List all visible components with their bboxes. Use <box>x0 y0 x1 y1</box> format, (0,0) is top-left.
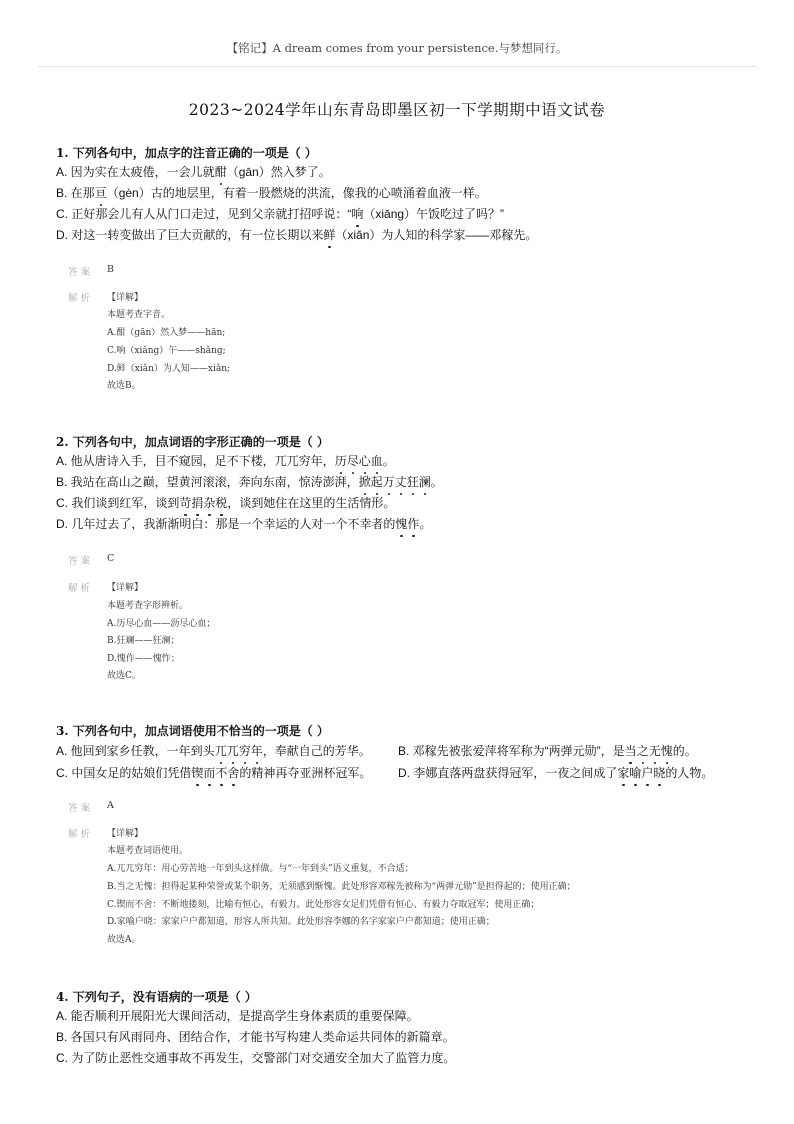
dotted-char: 澜 <box>418 475 431 489</box>
dotted-char: 丈 <box>394 475 407 489</box>
dotted-char: 掀 <box>358 475 371 489</box>
option-text: ，谈到她住在这里的生活情形。 <box>227 496 396 510</box>
header-divider <box>38 66 756 67</box>
explain-line: D.愧作——愧怍； <box>107 654 180 664</box>
question-4-stem: 4. 下列句子，没有语病的一项是（ ） <box>56 990 257 1004</box>
question-3-answer: A <box>107 800 114 811</box>
question-2-option-d <box>56 516 431 532</box>
dotted-char: 无 <box>648 744 661 758</box>
dotted-char: 响 <box>351 207 364 221</box>
header-motto: 【铭记】A dream comes from your persistence.与梦想同行。 <box>226 41 568 55</box>
dotted-char: 年 <box>250 744 263 758</box>
option-text: （gèn）古的地层里，有着一股燃烧的洪流，像我的心喷涌着血液一样。 <box>106 186 487 200</box>
dotted-word <box>335 454 383 468</box>
dotted-char: 穷 <box>238 744 251 758</box>
option-text: （xiǎn）为人知的科学家——邓稼先。 <box>335 228 538 242</box>
explain-line: 本题考查词语使用。 <box>107 846 189 856</box>
dotted-char: 作 <box>407 517 420 531</box>
dotted-word <box>395 517 419 531</box>
question-1-option-d <box>56 227 537 243</box>
option-text: A. 他从唐诗入手，目不窥园，足不下楼，兀兀穷年， <box>56 454 335 468</box>
question-1-answer: B <box>107 264 114 275</box>
dotted-char: 不 <box>215 766 228 780</box>
question-4-option-a: A. 能否顺利开展阳光大课间活动，是提高学生身体素质的重要保障。 <box>56 1009 419 1023</box>
explain-line: A.酣（gān）然入梦——hān; <box>107 328 226 338</box>
explain-line: 故选A。 <box>107 935 141 945</box>
explain-line: B.狂斓——狂澜； <box>107 636 180 646</box>
explain-line: 本题考查字音。 <box>107 310 171 320</box>
option-text: B. 邓稼先被张爱萍将军称为“两弹元勋”，是 <box>398 744 625 758</box>
dotted-word <box>359 475 431 489</box>
question-2-answer: C <box>107 553 115 564</box>
option-text: ，奉献自己的芳华。 <box>262 744 371 758</box>
dotted-char: 税 <box>215 496 228 510</box>
dotted-char: 喻 <box>629 766 642 780</box>
option-text: C. 中国女足的姑娘们凭借 <box>56 766 192 780</box>
option-text: 。 <box>419 517 432 531</box>
dotted-word <box>617 766 665 780</box>
option-text: 的精神再夺亚洲杯冠军。 <box>239 766 372 780</box>
explain-label: 解析 <box>68 583 94 594</box>
option-text: B. 在那 <box>56 186 95 200</box>
question-3-option-c <box>56 765 371 781</box>
question-3-option-b <box>398 743 697 759</box>
question-3-option-d <box>398 765 713 781</box>
option-text: A. 因为实在太疲倦，一会儿就 <box>56 165 215 179</box>
dotted-char: 历 <box>334 454 347 468</box>
dotted-char: 家 <box>617 766 630 780</box>
option-text: A. 他回到家乡任教，一年到头 <box>56 744 215 758</box>
dotted-char: 当 <box>624 744 637 758</box>
option-text: 的人物。 <box>665 766 714 780</box>
explain-line: 本题考查字形辨析。 <box>107 601 189 611</box>
dotted-char: 亘 <box>94 186 107 200</box>
dotted-word <box>625 744 673 758</box>
question-3-stem: 3. 下列各句中，加点词语使用不恰当的一项是（ ） <box>56 724 329 738</box>
dotted-char: 酣 <box>214 165 227 179</box>
dotted-char: 杂 <box>203 496 216 510</box>
option-text: D. 李娜直落两盘获得冠军，一夜之间成了 <box>398 766 618 780</box>
dotted-word <box>191 766 239 780</box>
dotted-char: 捐 <box>191 496 204 510</box>
dotted-char: 户 <box>641 766 654 780</box>
explain-label: 解析 <box>68 293 94 304</box>
explain-line: 【详解】 <box>107 293 144 303</box>
dotted-char: 之 <box>636 744 649 758</box>
explain-line: A.历尽心血——沥尽心血； <box>107 619 216 629</box>
explain-line: C.响（xiǎng）午——shǎng; <box>107 346 226 356</box>
option-text: 。 <box>382 454 395 468</box>
dotted-char: 血 <box>370 454 383 468</box>
answer-label: 答案 <box>68 803 94 814</box>
explain-line: 故选C。 <box>107 671 141 681</box>
dotted-char: 愧 <box>660 744 673 758</box>
answer-label: 答案 <box>68 267 94 278</box>
explain-line: B.当之无愧：担得起某种荣誉或某个职务，无须感到惭愧。此处形容邓稼先被称为“两弹元勋”是担得起的；使用正确； <box>107 882 576 892</box>
explain-line: D.鲜（xiǎn）为人知——xiǎn; <box>107 364 231 374</box>
question-2-stem: 2. 下列各句中，加点词语的字形正确的一项是（ ） <box>56 435 329 449</box>
explain-line: 【详解】 <box>107 583 144 593</box>
answer-label: 答案 <box>68 556 94 567</box>
explain-label: 解析 <box>68 829 94 840</box>
dotted-char: 万 <box>382 475 395 489</box>
dotted-char: 起 <box>370 475 383 489</box>
option-text: （xiǎng）午饭吃过了吗？” <box>363 207 505 221</box>
explain-line: A.兀兀穷年：用心劳苦地一年到头这样做。与“一年到头”语义重复，不合适； <box>107 864 414 874</box>
question-1-option-b <box>56 185 487 201</box>
dotted-char: 锲 <box>191 766 204 780</box>
question-1-option-a <box>56 164 331 180</box>
dotted-char: 而 <box>203 766 216 780</box>
dotted-char: 愧 <box>395 517 408 531</box>
option-text: C. 我们谈到红军，谈到 <box>56 496 180 510</box>
option-text: 的。 <box>672 744 697 758</box>
option-text: D. 对这一转变做出了巨大贡献的，有一位长期以来 <box>56 228 324 242</box>
question-1-stem: 1. 下列各句中，加点字的注音正确的一项是（ ） <box>56 146 317 160</box>
dotted-word <box>215 744 263 758</box>
dotted-char: 兀 <box>214 744 227 758</box>
dotted-char: 苛 <box>179 496 192 510</box>
dotted-char: 舍 <box>227 766 240 780</box>
explain-line: 故选B。 <box>107 381 141 391</box>
option-text: B. 我站在高山之巅，望黄河滚滚，奔向东南，惊涛澎湃， <box>56 475 359 489</box>
explain-line: 【详解】 <box>107 829 144 839</box>
question-1-option-c <box>56 206 504 222</box>
explain-line: C.锲而不舍：不断地搂刻，比喻有恒心，有毅力。此处形容女足们凭借有恒心、有毅力夺取冠军；使用正确； <box>107 900 540 910</box>
explain-line: D.家喻户晓：家家户户都知道，形容人所共知。此处形容李娜的名字家家户户都知道；使用正确； <box>107 917 495 927</box>
dotted-char: 心 <box>358 454 371 468</box>
dotted-char: 狂 <box>406 475 419 489</box>
question-2-option-a <box>56 453 395 469</box>
option-text: （gān）然入梦了。 <box>226 165 331 179</box>
option-text: C. 正好那会儿有人从门口走过，见到父亲就打招呼说：“ <box>56 207 352 221</box>
question-4-option-c: C. 为了防止恶性交通事故不再发生，交警部门对交通安全加大了监管力度。 <box>56 1051 456 1065</box>
question-3-option-a <box>56 743 371 759</box>
question-2-option-c <box>56 495 395 511</box>
question-4-option-b: B. 各国只有风雨同舟、团结合作，才能书写构建人类命运共同体的新篇章。 <box>56 1030 455 1044</box>
question-2-option-b <box>56 474 443 490</box>
dotted-char: 兀 <box>226 744 239 758</box>
dotted-word <box>179 496 227 510</box>
dotted-char: 晓 <box>653 766 666 780</box>
page-title: 2023~2024学年山东青岛即墨区初一下学期期中语文试卷 <box>188 101 606 119</box>
option-text: D. 几年过去了，我渐渐明白：那是一个幸运的人对一个不幸者的 <box>56 517 396 531</box>
dotted-char: 鲜 <box>323 228 336 242</box>
dotted-char: 尽 <box>346 454 359 468</box>
option-text: 。 <box>430 475 443 489</box>
